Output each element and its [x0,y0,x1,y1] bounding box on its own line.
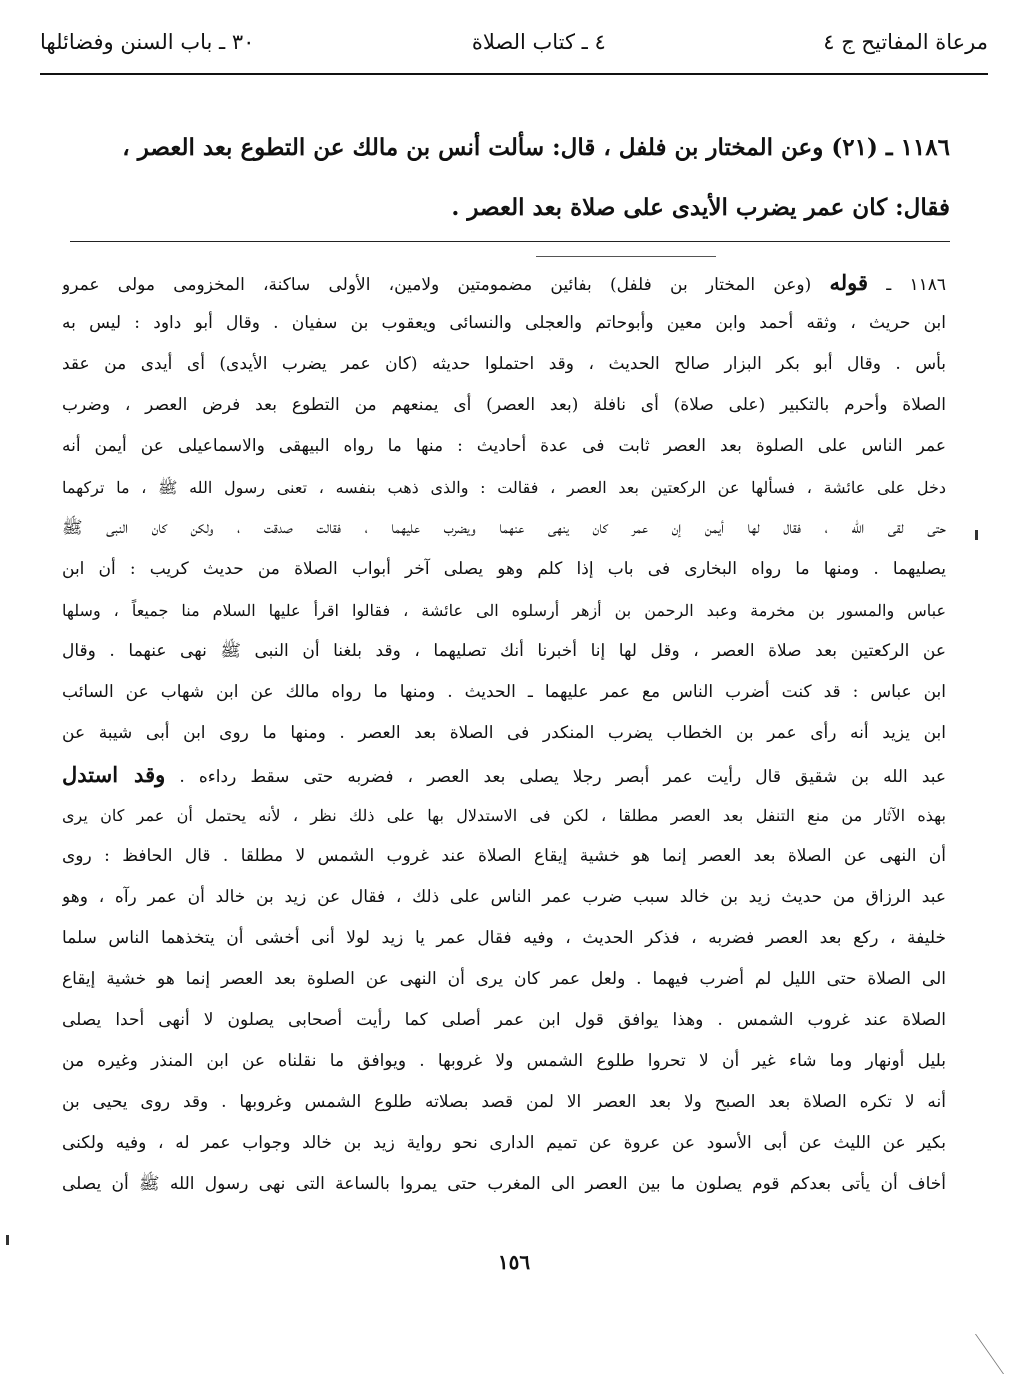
commentary-line: بكير عن الليث عن أبى الأسود عن عروة عن تميم الدارى نحو رواية زيد بن خالد وجواب عمر له ، وفيه ولكنى [62,1133,946,1153]
header-book-title: مرعاة المفاتيح ج ٤ [823,30,988,54]
overline-mark [536,256,716,257]
commentary-line: عبد الرزاق من حديث زيد بن خالد سبب ضرب عمر الناس على ذلك ، فقال عن زيد بن خالد أن عمر رآه ، وهو [62,887,946,907]
commentary-line-text: (وعن المختار بن فلفل) بفائين مضمومتين ولامين، الأولى ساكنة، المخزومى مولى عمرو [62,275,812,295]
commentary-line: عن الركعتين بعد صلاة العصر ، وقل لها إنا أخبرنا أنك تصليهما ، وقد بلغنا أن النبى ﷺ نهى عنهما . وقال [62,641,946,661]
commentary-line: بهذه الآثار من منع التنفل بعد العصر مطلقا ، لكن فى الاستدلال بها على ذلك نظر ، لأنه يحتمل أن عمر كان يرى [62,806,946,825]
commentary-line: عمر الناس على الصلوة بعد العصر ثابت فى عدة أحاديث : منها ما رواه البيهقى والاسماعيلى عن أيمن أنه [62,436,946,456]
commentary-line: يصليهما . ومنها ما رواه البخارى فى باب إذا كلم وهو يصلى آخر أبواب الصلاة من حديث كريب : أن ابن [62,559,946,579]
commentary-line: خليفة ، ركع بعد العصر فضربه ، فذكر الحديث ، وفيه فقال عمر يا زيد لولا أنى أخشى أن يتخذهما الناس سلما [62,928,946,948]
commentary-line: أنه لا تكره الصلاة بعد الصبح ولا بعد العصر الا لمن قصد بصلاته طلوع الشمس وغروبها . وقد روى يحيى بن [62,1092,946,1112]
commentary-line: الى الصلاة حتى الليل لم أضرب فيهما . ولعل عمر كان يرى أن النهى عن الصلوة بعد العصر إنما هو خشية إيقاع [62,969,946,989]
header-section: ٣٠ ـ باب السنن وفضائلها [40,30,255,54]
running-header [40,22,988,62]
header-divider [40,73,988,75]
commentary-line [62,754,946,795]
commentary-line: ابن عباس : قد كنت أضرب الناس مع عمر عليهما ـ الحديث . ومنها ما رواه مالك عن ابن شهاب عن السائب [62,682,946,702]
commentary-line: ابن حريث ، وثقه أحمد وابن معين وأبوحاتم والعجلى والنسائى ويعقوب بن سفيان . وقال أبو داود : ليس به [62,313,946,333]
commentary-line: حتى لقى الله ، فقال لها أيمن إن عمر كان ينهى عنهما ويضرب عليهما ، فقالت صدقت ، ولكن كان النبى ﷺ [62,518,946,538]
commentary-line: بليل أونهار وما شاء غير أن لا تحروا طلوع الشمس ولا غروبها . ويوافق ما نقلناه عن ابن المنذر وغيره من [62,1051,946,1071]
commentary-opening-word: قوله [829,270,869,295]
commentary-line: بأس . وقال أبو بكر البزار صالح الحديث ، وقد احتملوا حديثه (كان عمر يضرب الأيدى) أى أيدى من عقد [62,354,946,374]
commentary-line: أخاف أن يأتى بعدكم قوم يصلون ما بين العصر الى المغرب حتى يمروا بالساعة التى نهى رسول الله ﷺ أن يصلى [62,1174,946,1194]
hadith-line: فقال: كان عمر يضرب الأيدى على صلاة بعد العصر . [451,194,950,221]
page-number: ١٥٦ [497,1250,531,1274]
commentary-line: الصلاة عند غروب الشمس . وهذا يوافق قول ابن عمر أصلى كما رأيت أصحابى يصلون لا أنهى أحدا يصلى [62,1010,946,1030]
scan-corner-fold [975,1334,1028,1374]
scan-speck [975,530,978,540]
hadith-line: ١١٨٦ ـ (٢١) وعن المختار بن فلفل ، قال: سألت أنس بن مالك عن التطوع بعد العصر ، [122,134,950,161]
commentary-line [62,262,946,303]
commentary-inline-heading: وقد استدل [62,762,166,787]
commentary-line: الصلاة وأحرم بالتكبير (على صلاة) أى نافلة (بعد العصر) أى يمنعهم من التطوع بعد فرض العصر ، وضرب [62,395,946,415]
commentary-line: دخل على عائشة ، فسألها عن الركعتين بعد العصر ، فقالت : والذى ذهب بنفسه ، تعنى رسول الله ﷺ ، ما تركهما [62,478,946,497]
commentary-text [62,262,946,1205]
commentary-line: ابن يزيد أنه رأى عمر بن الخطاب يضرب المنكدر فى الصلاة بعد العصر . ومنها ما روى ابن أبى شيبة عن [62,723,946,743]
scan-speck [6,1235,9,1245]
commentary-line: أن النهى عن الصلاة بعد العصر إنما هو خشية إيقاع الصلاة عند غروب الشمس لا مطلقا . قال الحافظ : روى [62,846,946,866]
section-divider [70,241,950,242]
commentary-line-text: عبد الله بن شقيق قال رأيت عمر أبصر رجلا يصلى بعد العصر ، فضربه حتى سقط رداءه . [179,767,946,787]
commentary-line: عباس والمسور بن مخرمة وعبد الرحمن بن أزهر أرسلوه الى عائشة ، فقالوا اقرأ عليها السلام منا جميعاً ، وسلها [62,601,946,620]
commentary-number: ١١٨٦ ـ [886,275,946,295]
hadith-text [48,118,950,238]
header-chapter: ٤ ـ كتاب الصلاة [471,30,606,54]
